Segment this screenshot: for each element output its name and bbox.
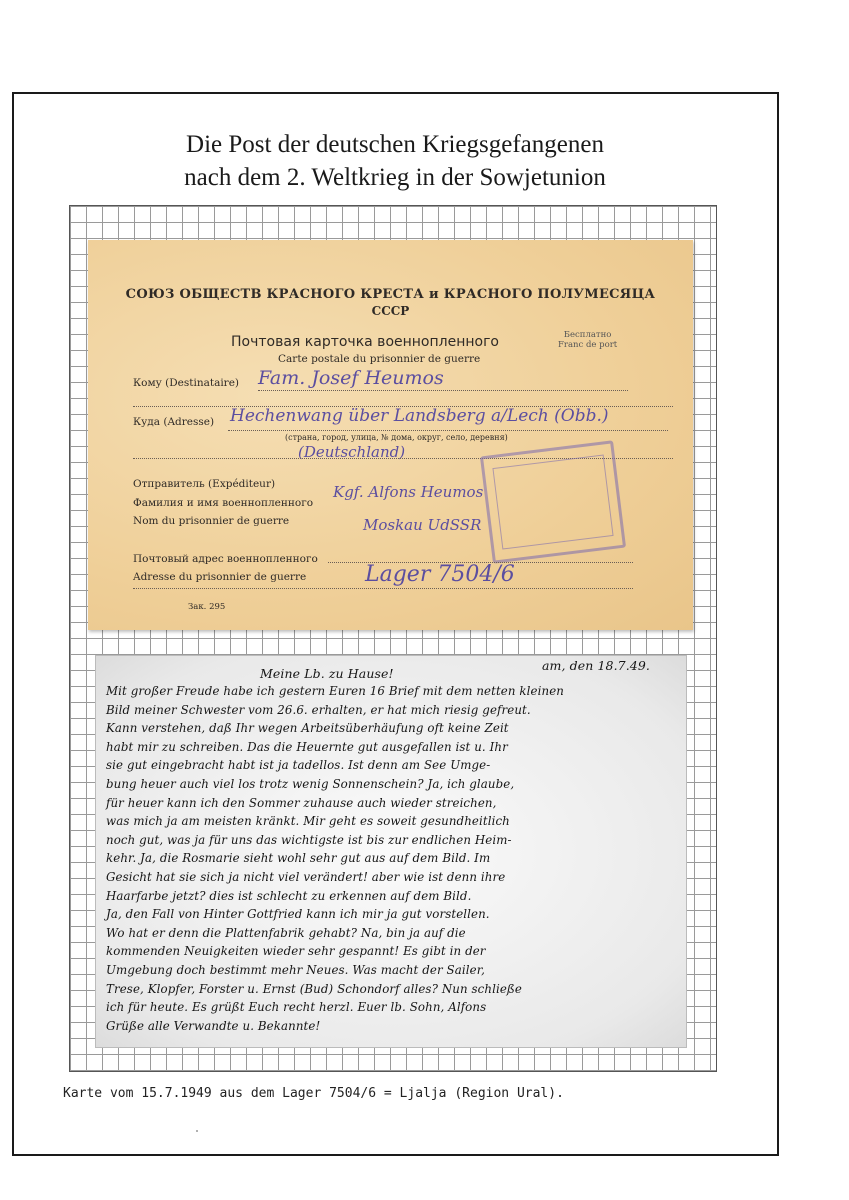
letter-line: ich für heute. Es grüßt Euch recht herzl. Euer lb. Sohn, Alfons [106, 1000, 487, 1015]
letter-line: habt mir zu schreiben. Das die Heuernte gut ausgefallen ist u. Ihr [106, 739, 508, 754]
page-title [40, 128, 750, 194]
letter-line: für heuer kann ich den Sommer zuhause auch wieder streichen, [106, 795, 497, 810]
title-line-1: Die Post der deutschen Kriegsgefangenen [186, 131, 604, 158]
postage-free-fr: Franc de port [558, 340, 618, 350]
censor-stamp [480, 440, 626, 564]
sender-value: Kgf. Alfons Heumos [333, 483, 484, 501]
letter-line: Umgebung doch bestimmt mehr Neues. Was macht der Sailer, [106, 963, 485, 977]
letter-line: noch gut, was ja für uns das wichtigste ist bis zur endlichen Heim- [106, 832, 512, 847]
letter-line: sie gut eingebracht habt ist ja tadellos. Ist denn am See Umge- [106, 758, 491, 773]
address-value-country: (Deutschland) [298, 443, 406, 461]
address-hint: (страна, город, улица, № дома, округ, село, деревня) [285, 433, 508, 442]
postal-address-label-fr: Adresse du prisonnier de guerre [133, 571, 307, 583]
letter-line: Gesicht hat sie sich ja nicht viel verändert! aber wie ist denn ihre [106, 870, 506, 884]
letter-greeting: Meine Lb. zu Hause! [260, 666, 394, 681]
postcard-org-line: СОЮЗ ОБЩЕСТВ КРАСНОГО КРЕСТА и КРАСНОГО ПОЛУМЕСЯЦА [125, 287, 656, 302]
letter-line: Kann verstehen, daß Ihr wegen Arbeitsüberhäufung oft keine Zeit [106, 721, 509, 736]
letter-line: kehr. Ja, die Rosmarie sieht wohl sehr gut aus auf dem Bild. Im [106, 851, 491, 866]
image-caption: Karte vom 15.7.1949 aus dem Lager 7504/6 = Ljalja (Region Ural). [63, 1086, 564, 1101]
print-order-number: Зак. 295 [188, 602, 226, 612]
postal-address-label-ru: Почтовый адрес военнопленного [133, 553, 318, 565]
dotted-line [133, 588, 633, 589]
address-value: Hechenwang über Landsberg a/Lech (Obb.) [230, 406, 609, 426]
postcard-org-country: СССР [371, 304, 410, 318]
postcard-type-ru: Почтовая карточка военнопленного [231, 334, 499, 350]
recipient-value: Fam. Josef Heumos [258, 367, 444, 389]
postage-free-note [558, 330, 617, 350]
page-speck [196, 1130, 198, 1132]
postal-address-value: Lager 7504/6 [365, 562, 515, 587]
postcard-type-fr: Carte postale du prisonnier de guerre [278, 353, 481, 365]
recipient-label: Кому (Destinataire) [133, 377, 240, 389]
letter-line: Bild meiner Schwester vom 26.6. erhalten, er hat mich riesig gefreut. [106, 702, 531, 717]
letter-line: bung heuer auch viel los trotz wenig Sonnenschein? Ja, ich glaube, [106, 777, 515, 791]
postage-free-ru: Бесплатно [563, 330, 612, 340]
handwritten-letter [95, 655, 687, 1048]
address-label: Куда (Adresse) [133, 416, 215, 428]
letter-line: Ja, den Fall von Hinter Gottfried kann ich mir ja gut vorstellen. [106, 907, 490, 922]
sender-city: Moskau UdSSR [363, 516, 482, 534]
censor-stamp-inner [492, 454, 613, 549]
recipient-line [258, 390, 628, 391]
sender-name-label-fr: Nom du prisonnier de guerre [133, 515, 290, 527]
address-line [228, 430, 668, 431]
sender-name-label: Фамилия и имя военнопленного [133, 497, 314, 509]
letter-date: am, den 18.7.49. [542, 658, 650, 673]
letter-line: Trese, Klopfer, Forster u. Ernst (Bud) Schondorf alles? Nun schließe [106, 981, 522, 996]
letter-line: Haarfarbe jetzt? dies ist schlecht zu erkennen auf dem Bild. [106, 888, 472, 903]
letter-line: Grüße alle Verwandte u. Bekannte! [106, 1018, 321, 1033]
letter-line: was mich ja am meisten kränkt. Mir geht es soweit gesundheitlich [106, 814, 510, 829]
letter-line: Wo hat er denn die Plattenfabrik gehabt? Na, bin ja auf die [106, 925, 466, 940]
title-line-2: nach dem 2. Weltkrieg in der Sowjetunion [184, 164, 606, 191]
pow-postcard [88, 240, 693, 630]
sender-label: Отправитель (Expéditeur) [133, 478, 276, 490]
letter-line: Mit großer Freude habe ich gestern Euren 16 Brief mit dem netten kleinen [106, 684, 564, 698]
letter-line: kommenden Neuigkeiten wieder sehr gespannt! Es gibt in der [106, 944, 486, 959]
